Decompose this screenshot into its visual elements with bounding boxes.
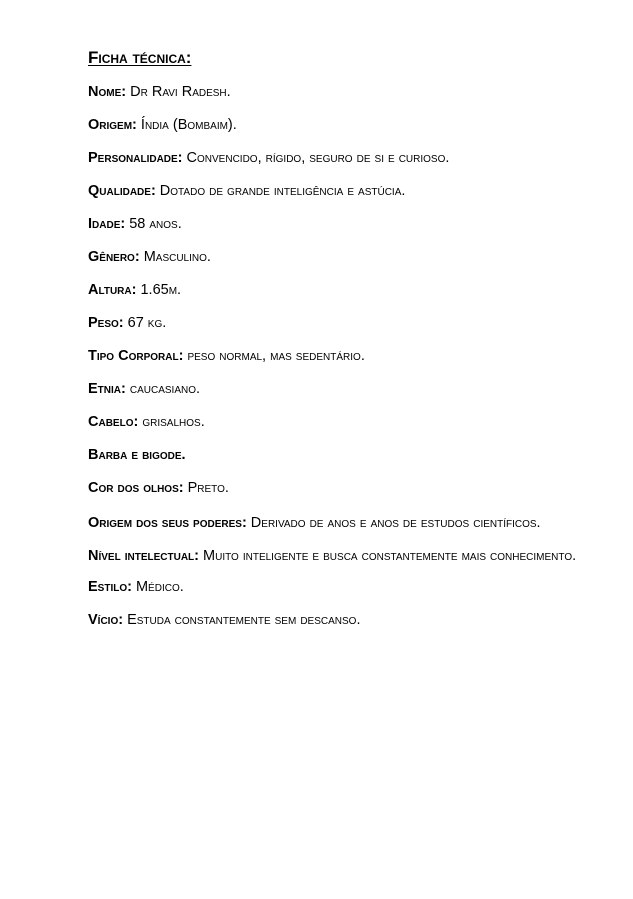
field-tipo-corporal	[88, 348, 588, 364]
field-cor-olhos	[88, 480, 588, 496]
sheet-title: Ficha técnica:	[88, 48, 192, 67]
field-value: Índia (Bombaim).	[136, 117, 237, 133]
field-nome	[88, 84, 588, 100]
field-value: grisalhos.	[138, 414, 205, 430]
field-label: Barba e bigode.	[88, 447, 186, 463]
field-estilo	[88, 579, 588, 595]
field-idade	[88, 216, 588, 232]
field-value: 1.65m.	[136, 282, 182, 298]
field-label: Altura:	[88, 282, 137, 298]
field-label: Nome:	[88, 84, 127, 100]
field-nivel-intelectual	[88, 546, 588, 567]
field-label: Gênero:	[88, 249, 140, 265]
character-sheet	[88, 48, 588, 645]
field-label: Peso:	[88, 315, 124, 331]
field-genero	[88, 249, 588, 265]
field-barba	[88, 447, 588, 463]
field-label: Cabelo:	[88, 414, 139, 430]
field-value: Médico.	[131, 579, 184, 595]
field-label: Qualidade:	[88, 183, 156, 199]
field-cabelo	[88, 414, 588, 430]
field-label: Origem:	[88, 117, 137, 133]
field-label: Origem dos seus poderes:	[88, 515, 247, 531]
field-value: Muito inteligente e busca constantemente mais conhecimento.	[199, 548, 577, 564]
field-altura	[88, 282, 588, 298]
field-label: Nível intelectual:	[88, 548, 199, 564]
field-peso	[88, 315, 588, 331]
field-label: Tipo Corporal:	[88, 348, 184, 364]
field-vicio	[88, 612, 588, 628]
field-value: peso normal, mas sedentário.	[183, 348, 365, 364]
field-value: Convencido, rígido, seguro de si e curioso.	[182, 150, 450, 166]
field-label: Cor dos olhos:	[88, 480, 184, 496]
field-label: Idade:	[88, 216, 126, 232]
field-value: Dotado de grande inteligência e astúcia.	[155, 183, 406, 199]
field-label: Vício:	[88, 612, 124, 628]
field-origem	[88, 117, 588, 133]
field-value: 58 anos.	[125, 216, 182, 232]
field-value: Estuda constantemente sem descanso.	[123, 612, 361, 628]
field-label: Personalidade:	[88, 150, 183, 166]
field-value: Preto.	[183, 480, 229, 496]
field-label: Estilo:	[88, 579, 132, 595]
field-etnia	[88, 381, 588, 397]
field-qualidade	[88, 183, 588, 199]
field-origem-poderes	[88, 513, 588, 534]
field-value: Dr Ravi Radesh.	[126, 84, 231, 100]
field-value: Derivado de anos e anos de estudos científicos.	[246, 515, 541, 531]
field-value: Masculino.	[139, 249, 211, 265]
field-value: caucasiano.	[125, 381, 201, 397]
field-personalidade	[88, 150, 588, 166]
field-value: 67 kg.	[123, 315, 167, 331]
field-label: Etnia:	[88, 381, 126, 397]
